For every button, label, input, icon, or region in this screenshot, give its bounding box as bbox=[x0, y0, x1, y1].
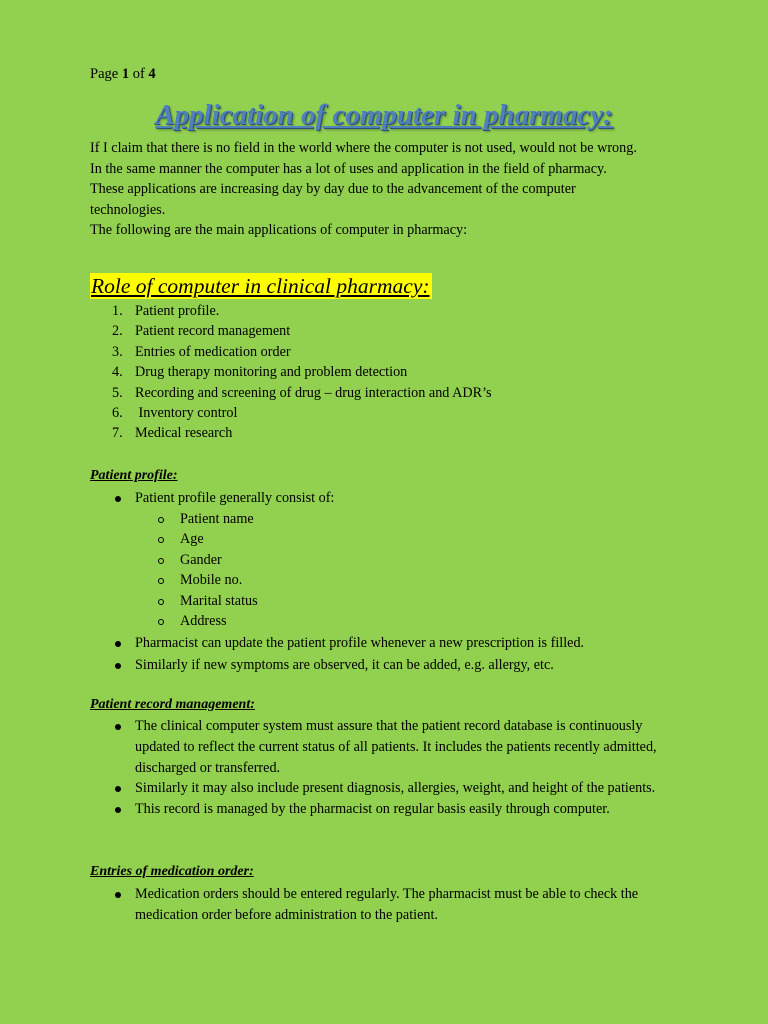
bullet-icon bbox=[115, 641, 121, 647]
list-item: Mobile no. bbox=[135, 570, 690, 591]
list-item: Similarly if new symptoms are observed, it can be added, e.g. allergy, etc. bbox=[90, 655, 690, 676]
bullet-icon bbox=[115, 496, 121, 502]
intro-paragraph bbox=[90, 138, 690, 241]
list-item: Pharmacist can update the patient profile whenever a new prescription is filled. bbox=[90, 633, 690, 654]
circle-bullet-icon bbox=[158, 517, 164, 523]
page-number: Page 1 of 4 bbox=[90, 66, 156, 82]
list-item: 7. Medical research bbox=[112, 425, 233, 442]
list-item: Marital status bbox=[135, 591, 690, 612]
bullet-icon bbox=[115, 807, 121, 813]
list-item: Medication orders should be entered regularly. The pharmacist must be able to check the medication order before administration to the patient. bbox=[90, 884, 690, 926]
bullet-icon bbox=[115, 663, 121, 669]
list-item: 6. Inventory control bbox=[112, 404, 238, 421]
list-item: This record is managed by the pharmacist on regular basis easily through computer. bbox=[90, 799, 690, 820]
circle-bullet-icon bbox=[158, 599, 164, 605]
patient-profile-list bbox=[90, 488, 690, 675]
intro-line: These applications are increasing day by day due to the advancement of the computer bbox=[90, 181, 576, 197]
circle-bullet-icon bbox=[158, 578, 164, 584]
list-item: 1. Patient profile. bbox=[112, 303, 220, 319]
clinical-pharmacy-heading: Role of computer in clinical pharmacy: bbox=[91, 274, 430, 298]
circle-bullet-icon bbox=[158, 537, 164, 543]
bullet-icon bbox=[115, 724, 121, 730]
intro-line: If I claim that there is no field in the world where the computer is not used, would not be wrong. bbox=[90, 140, 637, 156]
circle-bullet-icon bbox=[158, 619, 164, 625]
record-management-list bbox=[90, 716, 690, 820]
medication-order-list bbox=[90, 884, 690, 926]
list-item: Address bbox=[135, 611, 690, 632]
record-management-heading: Patient record management: bbox=[90, 697, 255, 712]
roles-list bbox=[90, 301, 492, 444]
list-item: 4. Drug therapy monitoring and problem detection bbox=[112, 364, 408, 381]
profile-fields-list bbox=[135, 509, 690, 633]
list-item: 2. Patient record management bbox=[112, 323, 291, 340]
list-item: 3. Entries of medication order bbox=[112, 343, 291, 360]
intro-line: In the same manner the computer has a lot of uses and application in the field of pharmacy. bbox=[90, 160, 607, 177]
list-item: Gander bbox=[135, 550, 690, 571]
patient-profile-heading: Patient profile: bbox=[90, 468, 178, 483]
document-title: Application of computer in pharmacy: bbox=[155, 99, 613, 131]
list-item: Patient name bbox=[135, 509, 690, 530]
intro-line: The following are the main applications of computer in pharmacy: bbox=[90, 222, 468, 238]
bullet-icon bbox=[115, 892, 121, 898]
list-item: Patient profile generally consist of: Patient name Age Gander Mobile no. Marital status Address bbox=[90, 488, 690, 632]
list-item: 5. Recording and screening of drug – drug interaction and ADR’s bbox=[112, 384, 492, 401]
list-item: The clinical computer system must assure that the patient record database is continuously updated to reflect the current status of all patients. It includes the patients recently admitted, discharged or transferred. bbox=[90, 716, 690, 778]
list-item: Age bbox=[135, 529, 690, 550]
intro-line: technologies. bbox=[90, 201, 166, 218]
bullet-icon bbox=[115, 786, 121, 792]
medication-order-heading: Entries of medication order: bbox=[90, 864, 254, 879]
circle-bullet-icon bbox=[158, 558, 164, 564]
list-item: Similarly it may also include present diagnosis, allergies, weight, and height of the patients. bbox=[90, 778, 690, 799]
